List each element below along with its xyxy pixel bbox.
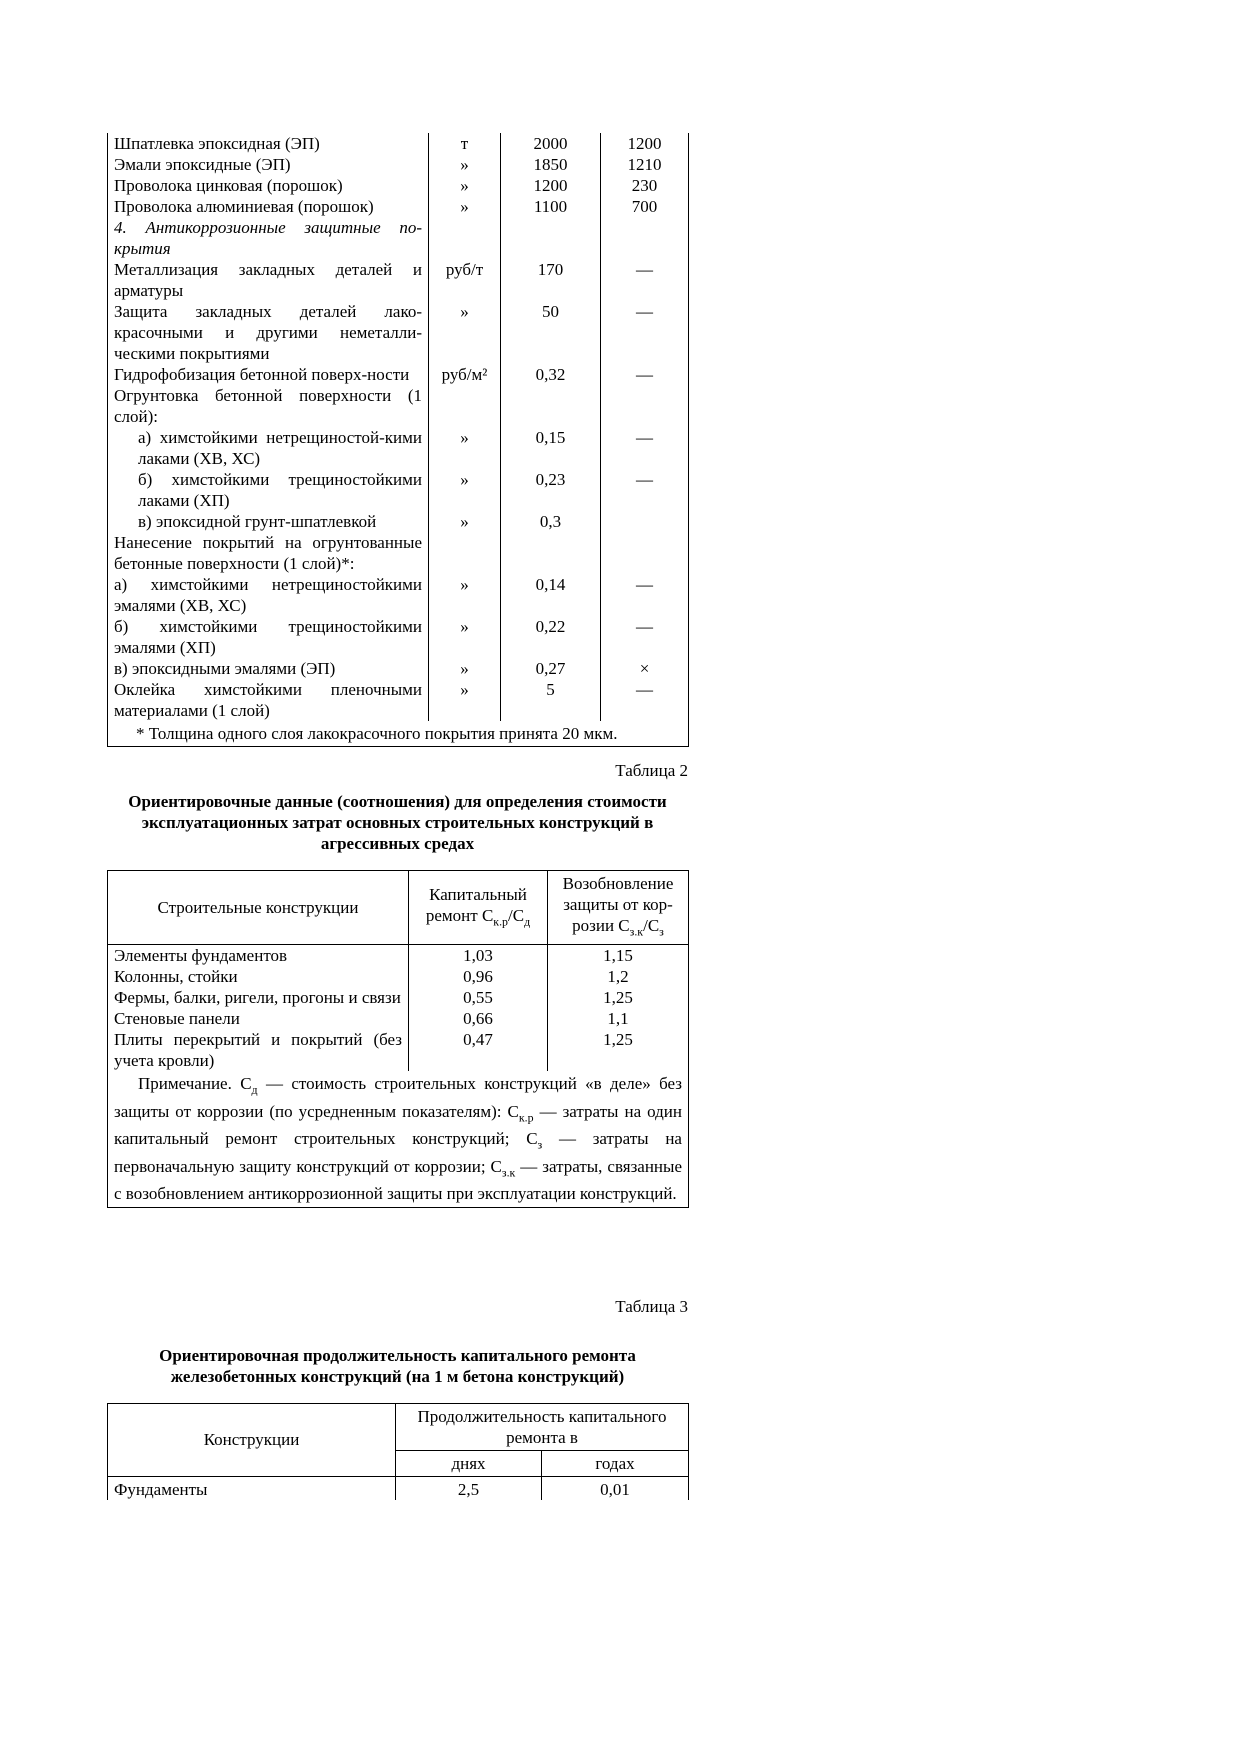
cell-value-1: 0,23 xyxy=(501,469,601,511)
cell-name: Защита закладных деталей лако-красочными и другими неметалли-ческими покрытиями xyxy=(108,301,429,364)
cell-value-1: 170 xyxy=(501,259,601,301)
header-text: /С xyxy=(508,905,525,925)
cell-name: Фермы, балки, ригели, прогоны и связи xyxy=(108,987,409,1008)
cell-value-2: 1,2 xyxy=(548,966,689,987)
cell-value-1: 2,5 xyxy=(396,1476,542,1500)
table2-title: Ориентировочные данные (соотношения) для определения стоимости эксплуатационных затрат основных строительных конструкций в агрессивных средах xyxy=(128,792,667,853)
cell-value-2: — xyxy=(601,364,689,385)
cell-unit: » xyxy=(429,679,501,721)
cell-name: в) эпоксидными эмалями (ЭП) xyxy=(108,658,429,679)
header-subscript: д xyxy=(524,913,531,928)
header-row xyxy=(108,871,689,945)
table-row xyxy=(108,427,689,469)
table-row xyxy=(108,532,689,574)
cell-unit xyxy=(429,217,501,259)
cell-value-1: 0,27 xyxy=(501,658,601,679)
cell-name: Фундаменты xyxy=(108,1476,396,1500)
cell-value-1: 1850 xyxy=(501,154,601,175)
header-text: Возобновление защиты от кор-розии С xyxy=(562,874,674,935)
note-text: Примечание. С xyxy=(138,1074,252,1094)
cell-value-2 xyxy=(601,385,689,427)
cell-value-1: 1,03 xyxy=(409,945,548,967)
table3-caption: Таблица 3 xyxy=(615,1296,688,1316)
cell-name: Огрунтовка бетонной поверхности (1 слой): xyxy=(108,385,429,427)
column-header-protection-renewal xyxy=(548,871,689,945)
table-row xyxy=(108,574,689,616)
cell-unit: » xyxy=(429,154,501,175)
cell-name: Шпатлевка эпоксидная (ЭП) xyxy=(108,133,429,154)
cell-name: Эмали эпоксидные (ЭП) xyxy=(108,154,429,175)
cell-value-1: 2000 xyxy=(501,133,601,154)
cell-value-1: 1100 xyxy=(501,196,601,217)
cell-value-2: 0,01 xyxy=(542,1476,689,1500)
cell-unit: » xyxy=(429,196,501,217)
cell-value-2: 230 xyxy=(601,175,689,196)
note-text: — затраты на первоначальную защиту конструкций от коррозии; С xyxy=(114,1129,682,1176)
cell-name: Оклейка химстойкими пленочными материалами (1 слой) xyxy=(108,679,429,721)
cell-name: Металлизация закладных деталей и арматуры xyxy=(108,259,429,301)
cell-value-2: 700 xyxy=(601,196,689,217)
cell-name: Проволока цинковая (порошок) xyxy=(108,175,429,196)
cell-value-2: × xyxy=(601,658,689,679)
cell-value-2: — xyxy=(601,616,689,658)
cell-value-2 xyxy=(601,532,689,574)
cell-value-2: — xyxy=(601,301,689,364)
note-row xyxy=(108,1071,689,1207)
cell-value-1: 0,96 xyxy=(409,966,548,987)
cell-value-2: — xyxy=(601,427,689,469)
section-heading: 4. Антикоррозионные защитные по-крытия xyxy=(108,217,429,259)
table-row xyxy=(108,679,689,721)
cell-value-1 xyxy=(501,385,601,427)
header-subscript: з xyxy=(659,924,664,939)
cell-unit: » xyxy=(429,616,501,658)
cell-name: Стеновые панели xyxy=(108,1008,409,1029)
cell-value-1: 0,3 xyxy=(501,511,601,532)
column-header-constructions: Строительные конструкции xyxy=(108,871,409,945)
cell-unit: » xyxy=(429,574,501,616)
table-row xyxy=(108,1476,689,1500)
table-row xyxy=(108,175,689,196)
header-text: Капитальный ремонт С xyxy=(425,884,527,925)
column-header-days: днях xyxy=(396,1450,542,1476)
cell-value-1: 1200 xyxy=(501,175,601,196)
cell-value-2: 1210 xyxy=(601,154,689,175)
table-row xyxy=(108,511,689,532)
footnote-row xyxy=(108,721,689,747)
cell-value-1: 50 xyxy=(501,301,601,364)
cell-value-2: — xyxy=(601,574,689,616)
cell-value-2 xyxy=(601,511,689,532)
cell-value-2: 1,15 xyxy=(548,945,689,967)
column-header-capital-repair xyxy=(409,871,548,945)
cell-unit: » xyxy=(429,301,501,364)
cell-unit: руб/т xyxy=(429,259,501,301)
header-row xyxy=(108,1403,689,1450)
cell-value-2: 1200 xyxy=(601,133,689,154)
table-row xyxy=(108,658,689,679)
header-text: /С xyxy=(643,916,660,935)
table-row xyxy=(108,469,689,511)
cell-name: Гидрофобизация бетонной поверх-ности xyxy=(108,364,429,385)
materials-price-table xyxy=(107,133,689,747)
cell-value-2: 1,25 xyxy=(548,1029,689,1071)
cell-unit xyxy=(429,385,501,427)
table-section-row xyxy=(108,217,689,259)
cell-name: в) эпоксидной грунт-шпатлевкой xyxy=(108,511,429,532)
table3-title: Ориентировочная продолжительность капитального ремонта железобетонных конструкций (на 1 м бетона конструкций) xyxy=(159,1345,636,1386)
cell-name: Проволока алюминиевая (порошок) xyxy=(108,196,429,217)
header-subscript: з.к xyxy=(629,924,644,939)
table-row xyxy=(108,385,689,427)
cell-value-1: 5 xyxy=(501,679,601,721)
cell-unit: руб/м² xyxy=(429,364,501,385)
note-subscript: к.р xyxy=(518,1110,534,1125)
cell-name: Плиты перекрытий и покрытий (без учета кровли) xyxy=(108,1029,409,1071)
column-header-duration: Продолжительность капитального ремонта в xyxy=(396,1403,689,1450)
cell-name: а) химстойкими нетрещиностойкими эмалями (ХВ, ХС) xyxy=(108,574,429,616)
table-row xyxy=(108,945,689,967)
cell-value-1: 0,22 xyxy=(501,616,601,658)
column-header-years: годах xyxy=(542,1450,689,1476)
table-row xyxy=(108,966,689,987)
cell-name: Колонны, стойки xyxy=(108,966,409,987)
cell-value-2: 1,25 xyxy=(548,987,689,1008)
cell-value-1: 0,47 xyxy=(409,1029,548,1071)
column-header-constructions: Конструкции xyxy=(108,1403,396,1476)
table-row xyxy=(108,133,689,154)
cell-value-2: — xyxy=(601,259,689,301)
cell-value-2: — xyxy=(601,469,689,511)
table-row xyxy=(108,154,689,175)
operating-costs-table xyxy=(107,870,689,1208)
cell-value-1: 0,15 xyxy=(501,427,601,469)
cell-value-2: — xyxy=(601,679,689,721)
cell-name: б) химстойкими трещиностойкими эмалями (ХП) xyxy=(108,616,429,658)
note-subscript: д xyxy=(251,1082,258,1097)
header-subscript: к.р xyxy=(493,913,508,928)
cell-value-1 xyxy=(501,532,601,574)
cell-unit: » xyxy=(429,175,501,196)
table-row xyxy=(108,196,689,217)
cell-value-1: 0,32 xyxy=(501,364,601,385)
cell-name: Нанесение покрытий на огрунтованные бетонные поверхности (1 слой)*: xyxy=(108,532,429,574)
note-subscript: з.к xyxy=(501,1164,516,1179)
cell-name: а) химстойкими нетрещиностой-кими лаками (ХВ, ХС) xyxy=(108,427,429,469)
cell-unit: » xyxy=(429,511,501,532)
note-text: — затраты, связанные с возобновлением антикоррозионной защиты при эксплуатации конструкций. xyxy=(114,1156,682,1203)
repair-duration-table xyxy=(107,1403,689,1500)
cell-value-1: 0,55 xyxy=(409,987,548,1008)
table-note xyxy=(108,1071,689,1207)
table-row xyxy=(108,259,689,301)
cell-unit: » xyxy=(429,427,501,469)
table-row xyxy=(108,301,689,364)
cell-value-1 xyxy=(501,217,601,259)
table-row xyxy=(108,1008,689,1029)
cell-name: б) химстойкими трещиностойкими лаками (ХП) xyxy=(108,469,429,511)
cell-value-2: 1,1 xyxy=(548,1008,689,1029)
cell-value-1: 0,66 xyxy=(409,1008,548,1029)
cell-unit: » xyxy=(429,469,501,511)
table-row xyxy=(108,364,689,385)
cell-value-2 xyxy=(601,217,689,259)
cell-unit: т xyxy=(429,133,501,154)
note-text: — стоимость строительных конструкций «в деле» без защиты от коррозии (по усредненным показателям): С xyxy=(114,1074,682,1121)
note-subscript: з xyxy=(537,1137,543,1152)
table-row xyxy=(108,987,689,1008)
page-content xyxy=(107,133,688,1500)
cell-unit xyxy=(429,532,501,574)
cell-unit: » xyxy=(429,658,501,679)
table-footnote: * Толщина одного слоя лакокрасочного покрытия принята 20 мкм. xyxy=(136,724,618,743)
cell-name: Элементы фундаментов xyxy=(108,945,409,967)
cell-value-1: 0,14 xyxy=(501,574,601,616)
table2-caption: Таблица 2 xyxy=(615,761,688,780)
note-text: — затраты на один капитальный ремонт строительных конструкций; С xyxy=(114,1101,682,1149)
table-row xyxy=(108,616,689,658)
table-row xyxy=(108,1029,689,1071)
